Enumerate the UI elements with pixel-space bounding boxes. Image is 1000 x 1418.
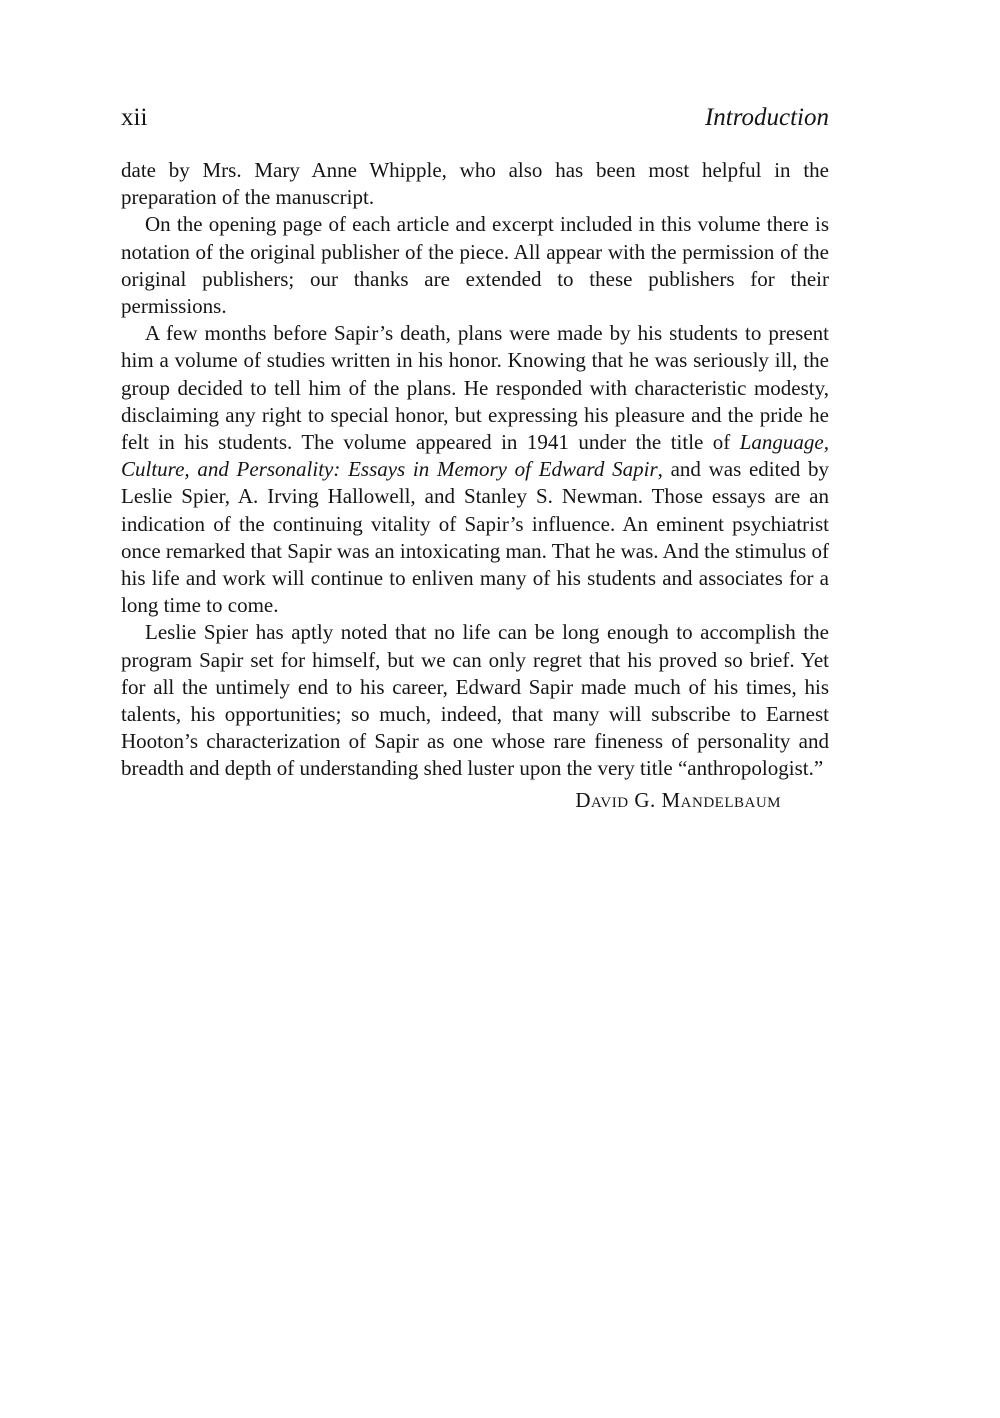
paragraph-text: On the opening page of each article and excerpt included in this volume there is notation of the original publisher of the piece. All appear with the permission of the original publishers; our thanks are extended to these publishers for their permissions. bbox=[121, 212, 829, 319]
paragraph-text: date by Mrs. Mary Anne Whipple, who also has been most helpful in the preparation of the manuscript. bbox=[121, 158, 829, 210]
paragraph-permissions bbox=[121, 211, 829, 320]
running-head bbox=[121, 100, 829, 140]
paragraph-continuation bbox=[121, 157, 829, 211]
paragraph-closing bbox=[121, 619, 829, 782]
paragraph-text: Leslie Spier has aptly noted that no life can be long enough to accomplish the program Sapir set for himself, but we can only regret that his proved so brief. Yet for all the untimely end to his career, Edward Sapir made much of his times, his talents, his opportunities; so much, indeed, that many will subscribe to Earnest Hooton’s characterization of Sapir as one whose rare fineness of personality and breadth and depth of understanding shed luster upon the very title “anthropologist.” bbox=[121, 620, 829, 781]
author-signature: David G. Mandelbaum bbox=[575, 787, 781, 812]
running-title: Introduction bbox=[704, 104, 829, 131]
paragraph-text: A few months before Sapir’s death, plans were made by his students to present him a volume of studies written in his honor. Knowing that he was seriously ill, the group decided to tell him of the plans. He responded with characteristic modesty, disclaiming any right to special honor, but expressing his pleasure and the pride he felt in his students. The volume appeared in 1941 under the title of bbox=[121, 321, 829, 455]
book-page bbox=[121, 100, 829, 814]
page-number: xii bbox=[121, 104, 148, 131]
paragraph-text: , and was edited by Leslie Spier, A. Irving Hallowell, and Stanley S. Newman. Those essays are an indication of the continuing vitality of Sapir’s influence. An eminent psychiatrist once remarked that Sapir was an intoxicating man. That he was. And the stimulus of his life and work will continue to enliven many of his students and associates for a long time to come. bbox=[121, 457, 829, 618]
body-text bbox=[121, 157, 829, 783]
paragraph-memorial-volume bbox=[121, 320, 829, 619]
book-title-italic: Language, Culture, and Personality: Essays in Memory of Edward Sapir bbox=[121, 430, 829, 482]
